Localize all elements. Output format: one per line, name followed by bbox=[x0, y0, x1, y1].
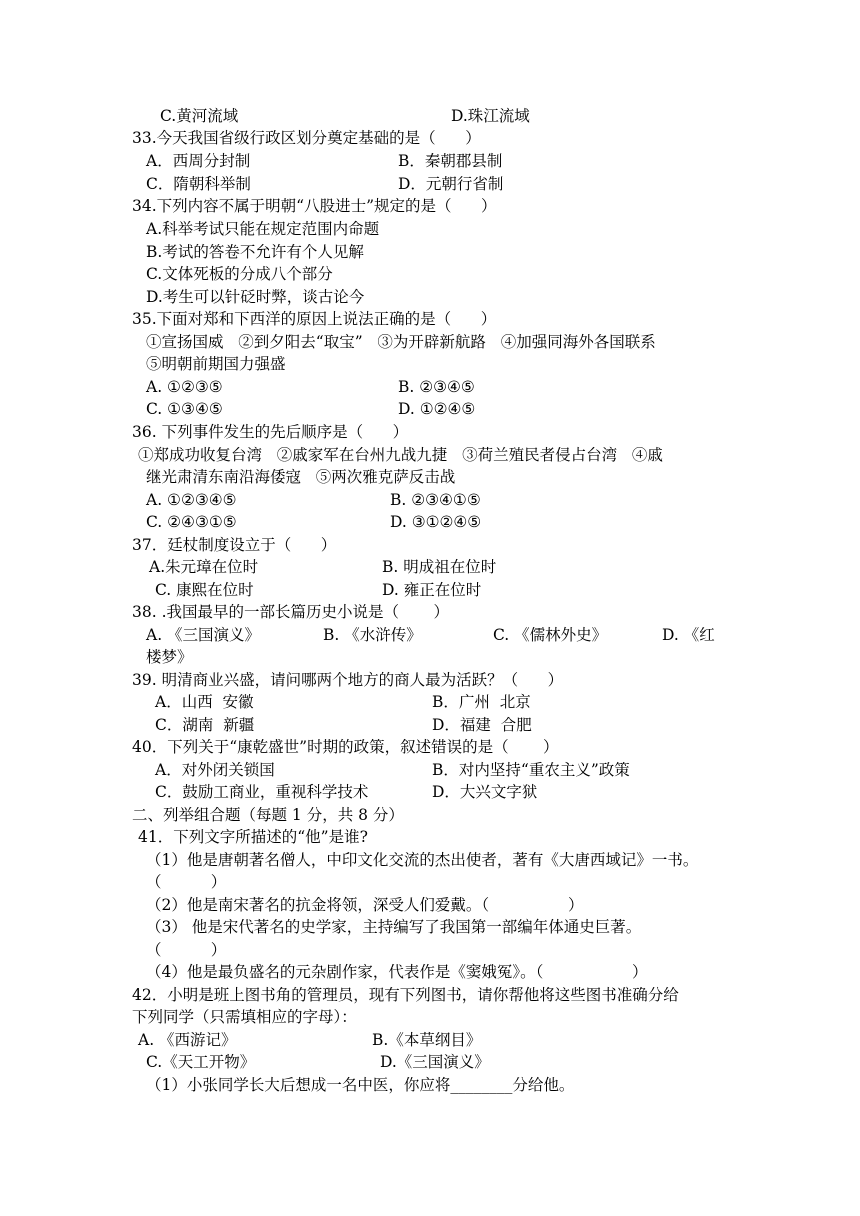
text-line: （ ） bbox=[146, 941, 227, 959]
text-line: ⑤明朝前期国力强盛 bbox=[146, 355, 286, 373]
text-line: 二、列举组合题（每题 1 分，共 8 分） bbox=[132, 806, 404, 824]
text-line: C. 康熙在位时 bbox=[155, 581, 254, 599]
text-line: C. ②④③①⑤ bbox=[146, 513, 237, 531]
text-line: C.黄河流域 bbox=[160, 107, 239, 125]
text-line: B.《本草纲目》 bbox=[372, 1031, 482, 1049]
text-line: 34.下列内容不属于明朝“八股进士”规定的是（ ） bbox=[132, 197, 497, 215]
text-line: （ ） bbox=[146, 873, 227, 891]
text-line: B. 明成祖在位时 bbox=[382, 558, 497, 576]
text-line: 38. .我国最早的一部长篇历史小说是（ ） bbox=[132, 603, 449, 621]
text-line: C. ①③④⑤ bbox=[146, 400, 223, 418]
text-line: ①郑成功收复台湾 ②戚家军在台州九战九捷 ③荷兰殖民者侵占台湾 ④戚 bbox=[138, 446, 663, 464]
text-line: A. 《三国演义》 bbox=[146, 626, 261, 644]
text-line: 35.下面对郑和下西洋的原因上说法正确的是（ ） bbox=[132, 310, 497, 328]
text-line: 39. 明清商业兴盛，请问哪两个地方的商人最为活跃？（ ） bbox=[132, 671, 564, 689]
text-line: B. 《水浒传》 bbox=[323, 626, 422, 644]
text-line: （1）他是唐朝著名僧人，中印文化交流的杰出使者，著有《大唐西域记》一书。 bbox=[146, 851, 699, 869]
text-line: 36. 下列事件发生的先后顺序是（ ） bbox=[132, 423, 409, 441]
text-line: D. 《红 bbox=[662, 626, 715, 644]
text-line: C. 《儒林外史》 bbox=[493, 626, 608, 644]
text-line: （4）他是最负盛名的元杂剧作家，代表作是《窦娥冤》。（ ） bbox=[146, 963, 648, 981]
text-line: 下列同学（只需填相应的字母）： bbox=[132, 1008, 357, 1026]
text-line: （3） 他是宋代著名的史学家，主持编写了我国第一部编年体通史巨著。 bbox=[146, 918, 642, 936]
text-line: B．对内坚持“重农主义”政策 bbox=[432, 761, 630, 779]
text-line: 继光肃清东南沿海倭寇 ⑤两次雅克萨反击战 bbox=[146, 468, 456, 486]
text-line: B．秦朝郡县制 bbox=[398, 152, 503, 170]
text-line: 42．小明是班上图书角的管理员，现有下列图书，请你帮他将这些图书准确分给 bbox=[132, 986, 679, 1004]
text-line: A．西周分封制 bbox=[146, 152, 251, 170]
text-line: D．大兴文字狱 bbox=[432, 783, 538, 801]
text-line: D. ③①②④⑤ bbox=[390, 513, 482, 531]
text-line: D. 雍正在位时 bbox=[382, 581, 482, 599]
text-line: A. ①②③⑤ bbox=[146, 378, 223, 396]
text-line: D．福建 合肥 bbox=[432, 716, 532, 734]
text-line: D．元朝行省制 bbox=[398, 175, 504, 193]
text-line: C．鼓励工商业，重视科学技术 bbox=[155, 783, 369, 801]
text-line: B. ②③④⑤ bbox=[398, 378, 475, 396]
text-line: 楼梦》 bbox=[146, 648, 193, 666]
text-line: C.《天工开物》 bbox=[146, 1053, 256, 1071]
text-line: B. ②③④①⑤ bbox=[390, 491, 481, 509]
text-line: D. ①②④⑤ bbox=[398, 400, 476, 418]
text-line: A. 《西游记》 bbox=[138, 1031, 237, 1049]
text-line: A.科举考试只能在规定范围内命题 bbox=[146, 220, 380, 238]
text-line: A.朱元璋在位时 bbox=[149, 558, 259, 576]
text-line: 37．廷杖制度设立于（ ） bbox=[132, 536, 337, 554]
text-line: B．广州 北京 bbox=[432, 693, 531, 711]
text-line: B.考试的答卷不允许有个人见解 bbox=[146, 243, 364, 261]
text-line: 33.今天我国省级行政区划分奠定基础的是（ ） bbox=[132, 129, 481, 147]
text-line: C．湖南 新疆 bbox=[155, 716, 255, 734]
text-line: （2）他是南宋著名的抗金将领，深受人们爱戴。（ ） bbox=[146, 896, 584, 914]
text-line: D.珠江流域 bbox=[451, 107, 530, 125]
text-line: D.《三国演义》 bbox=[380, 1053, 490, 1071]
text-line: 40．下列关于“康乾盛世”时期的政策，叙述错误的是（ ） bbox=[132, 738, 559, 756]
text-line: A．山西 安徽 bbox=[155, 693, 254, 711]
text-line: （1）小张同学长大后想成一名中医，你应将________分给他。 bbox=[146, 1076, 575, 1094]
text-line: ①宣扬国威 ②到夕阳去“取宝” ③为开辟新航路 ④加强同海外各国联系 bbox=[146, 333, 656, 351]
text-line: A. ①②③④⑤ bbox=[146, 491, 237, 509]
text-line: C.文体死板的分成八个部分 bbox=[146, 265, 333, 283]
text-line: A．对外闭关锁国 bbox=[155, 761, 275, 779]
text-line: D.考生可以针砭时弊，谈古论今 bbox=[146, 288, 365, 306]
text-line: C．隋朝科举制 bbox=[146, 175, 251, 193]
text-line: 41．下列文字所描述的“他”是谁? bbox=[138, 828, 368, 846]
